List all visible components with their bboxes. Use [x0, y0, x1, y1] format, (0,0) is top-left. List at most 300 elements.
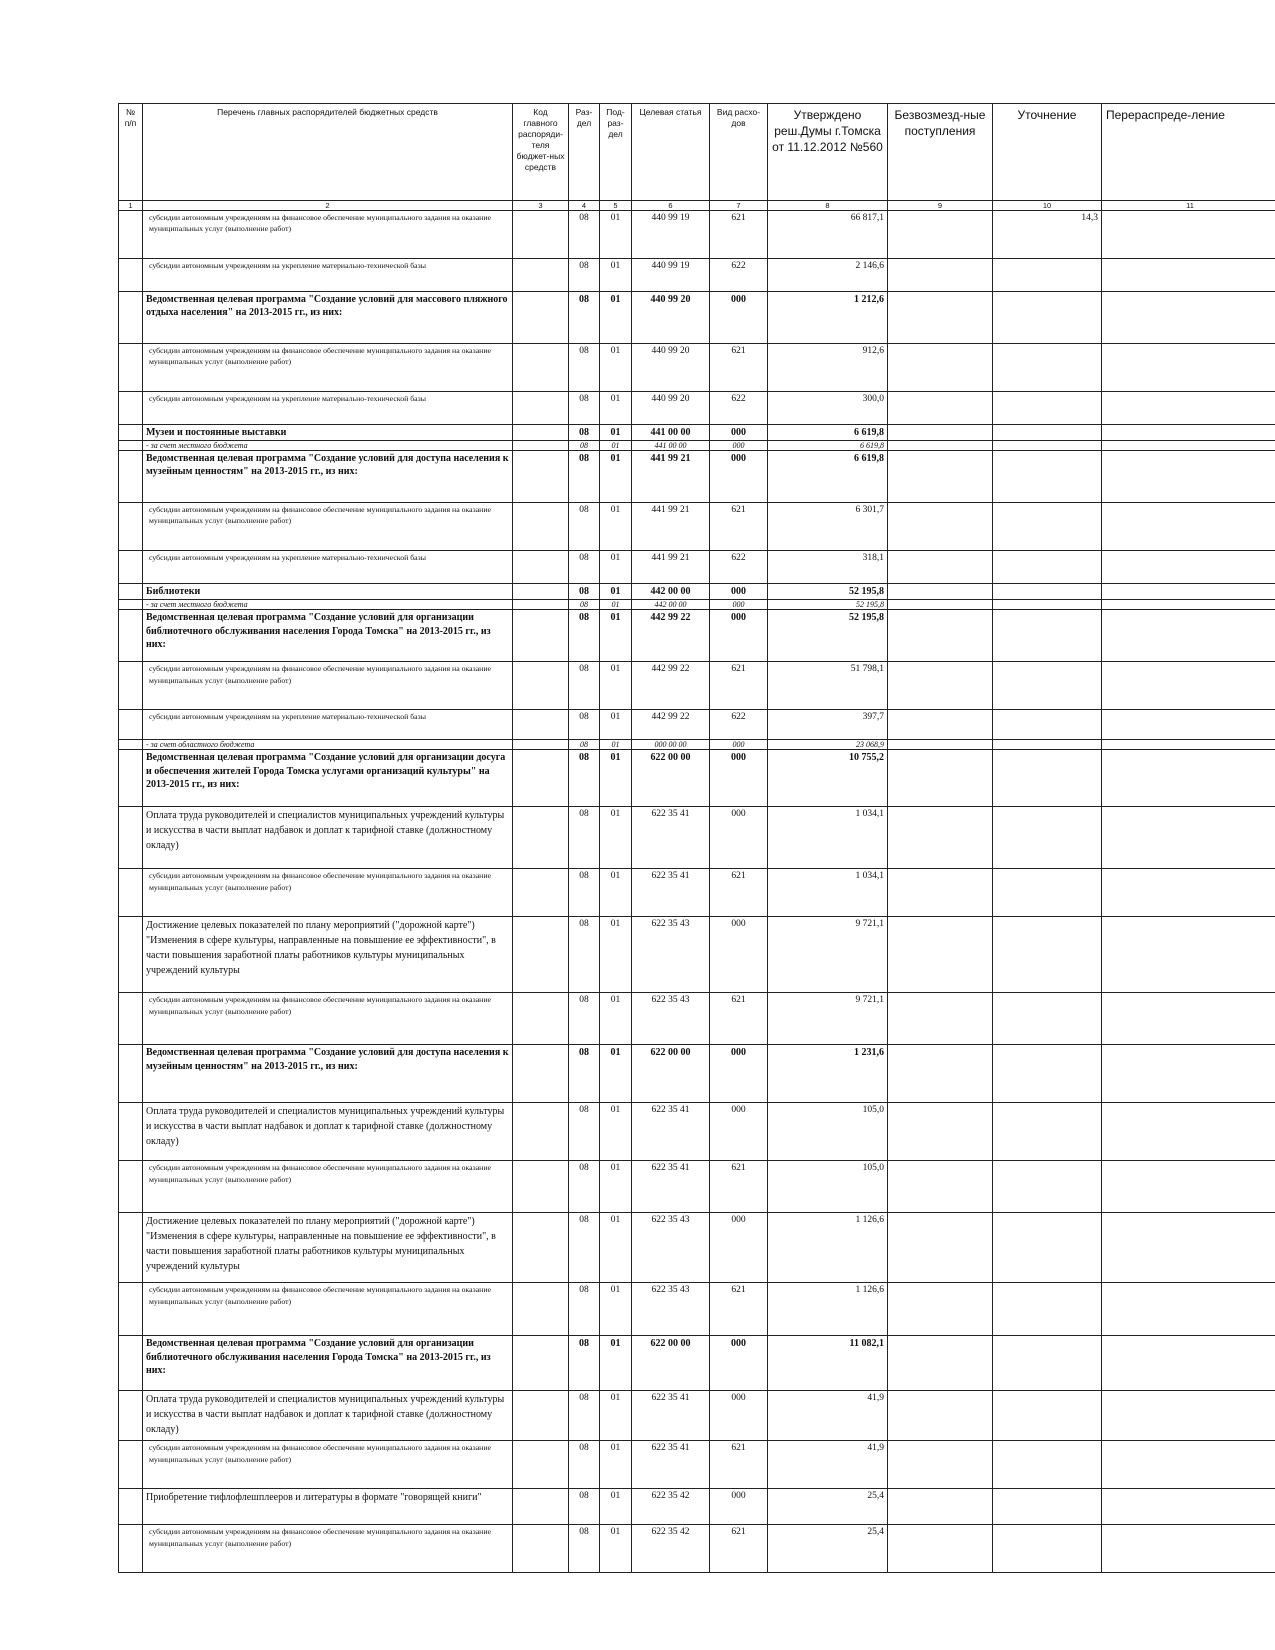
cell-clar: [993, 551, 1102, 584]
colnum-4: 4: [569, 201, 600, 211]
cell-redist: [1102, 441, 1275, 451]
cell-name: субсидии автономным учреждениям на финансовое обеспечение муниципального задания на оказание муниципальных услуг (выполнение работ): [143, 211, 513, 259]
cell-razdel: 08: [569, 710, 600, 740]
cell-clar: [993, 740, 1102, 750]
cell-vr: 000: [710, 1336, 768, 1391]
cell-razdel: 08: [569, 600, 600, 610]
cell-redist: [1102, 392, 1275, 425]
cell-razdel: 08: [569, 292, 600, 344]
cell-gratuitous: [888, 584, 993, 600]
cell-clar: [993, 610, 1102, 662]
cell-name: субсидии автономным учреждениям на укрепление материально-технической базы: [143, 710, 513, 740]
cell-cs: 442 99 22: [632, 662, 710, 710]
cell-num: [119, 740, 143, 750]
cell-clar: [993, 869, 1102, 917]
cell-clar: [993, 259, 1102, 292]
cell-cs: 441 99 21: [632, 451, 710, 503]
cell-num: [119, 211, 143, 259]
cell-name: Достижение целевых показателей по плану мероприятий ("дорожной карте") "Изменения в сфере культуры, направленные на повышение ее эффективности", в части повышения заработной платы работников культуры муниципальных учреждений культуры: [143, 1213, 513, 1283]
cell-vr: 000: [710, 610, 768, 662]
col-gratuitous-header: Безвозмезд-ные поступления: [888, 104, 993, 201]
cell-razdel: 08: [569, 740, 600, 750]
cell-name: Ведомственная целевая программа "Создание условий для организации досуга и обеспечения жителей Города Томска услугами организаций культуры" на 2013-2015 гг., из них:: [143, 750, 513, 807]
cell-podrazdel: 01: [600, 392, 632, 425]
cell-name: Ведомственная целевая программа "Создание условий для доступа населения к музейным ценностям" на 2013-2015 гг., из них:: [143, 1045, 513, 1103]
cell-cs: 622 35 43: [632, 1213, 710, 1283]
cell-cs: 000 00 00: [632, 740, 710, 750]
cell-code: [513, 584, 569, 600]
table-row: [119, 211, 1275, 259]
cell-redist: [1102, 662, 1275, 710]
cell-num: [119, 600, 143, 610]
cell-code: [513, 869, 569, 917]
colnum-5: 5: [600, 201, 632, 211]
cell-code: [513, 710, 569, 740]
cell-clar: [993, 993, 1102, 1045]
cell-code: [513, 750, 569, 807]
cell-name: субсидии автономным учреждениям на финансовое обеспечение муниципального задания на оказание муниципальных услуг (выполнение работ): [143, 1283, 513, 1336]
cell-redist: [1102, 993, 1275, 1045]
cell-code: [513, 344, 569, 392]
cell-clar: [993, 344, 1102, 392]
cell-razdel: 08: [569, 1489, 600, 1525]
cell-approved: 6 301,7: [768, 503, 888, 551]
cell-clar: [993, 1103, 1102, 1161]
table-row: [119, 1336, 1275, 1391]
cell-approved: 51 798,1: [768, 662, 888, 710]
cell-num: [119, 392, 143, 425]
cell-name: - за счет местного бюджета: [143, 600, 513, 610]
cell-num: [119, 610, 143, 662]
table-row: [119, 807, 1275, 869]
cell-num: [119, 344, 143, 392]
cell-redist: [1102, 292, 1275, 344]
cell-approved: 300,0: [768, 392, 888, 425]
cell-vr: 621: [710, 503, 768, 551]
col-code-header: Код главного распоряди-теля бюджет-ных средств: [513, 104, 569, 201]
cell-vr: 000: [710, 1489, 768, 1525]
budget-table-sheet: [118, 103, 1275, 1573]
cell-podrazdel: 01: [600, 503, 632, 551]
cell-razdel: 08: [569, 551, 600, 584]
cell-name: Ведомственная целевая программа "Создание условий для организации библиотечного обслуживания населения Города Томска" на 2013-2015 гг., из них:: [143, 610, 513, 662]
cell-approved: 1 126,6: [768, 1213, 888, 1283]
budget-table: [118, 103, 1275, 1573]
cell-code: [513, 425, 569, 441]
cell-cs: 442 99 22: [632, 710, 710, 740]
cell-clar: [993, 584, 1102, 600]
cell-approved: 9 721,1: [768, 917, 888, 993]
cell-vr: 000: [710, 441, 768, 451]
cell-gratuitous: [888, 710, 993, 740]
cell-gratuitous: [888, 1161, 993, 1213]
table-row: [119, 993, 1275, 1045]
cell-cs: 622 35 41: [632, 1391, 710, 1441]
cell-redist: [1102, 610, 1275, 662]
table-row: [119, 1213, 1275, 1283]
cell-clar: [993, 1441, 1102, 1489]
cell-code: [513, 211, 569, 259]
cell-razdel: 08: [569, 211, 600, 259]
cell-razdel: 08: [569, 1441, 600, 1489]
cell-gratuitous: [888, 1391, 993, 1441]
cell-gratuitous: [888, 662, 993, 710]
cell-razdel: 08: [569, 1525, 600, 1573]
cell-name: Ведомственная целевая программа "Создание условий для организации библиотечного обслуживания населения Города Томска" на 2013-2015 гг., из них:: [143, 1336, 513, 1391]
cell-cs: 622 35 43: [632, 1283, 710, 1336]
cell-cs: 622 35 43: [632, 917, 710, 993]
cell-num: [119, 869, 143, 917]
cell-gratuitous: [888, 869, 993, 917]
cell-vr: 000: [710, 917, 768, 993]
cell-approved: 52 195,8: [768, 610, 888, 662]
cell-podrazdel: 01: [600, 425, 632, 441]
col-clarification-header: Уточнение: [993, 104, 1102, 201]
cell-redist: [1102, 1336, 1275, 1391]
cell-razdel: 08: [569, 441, 600, 451]
cell-razdel: 08: [569, 344, 600, 392]
cell-redist: [1102, 344, 1275, 392]
cell-code: [513, 551, 569, 584]
cell-razdel: 08: [569, 993, 600, 1045]
cell-podrazdel: 01: [600, 1161, 632, 1213]
cell-vr: 000: [710, 600, 768, 610]
cell-approved: 1 126,6: [768, 1283, 888, 1336]
cell-vr: 622: [710, 259, 768, 292]
colnum-9: 9: [888, 201, 993, 211]
cell-code: [513, 1045, 569, 1103]
cell-clar: [993, 710, 1102, 740]
cell-cs: 440 99 19: [632, 259, 710, 292]
cell-redist: [1102, 211, 1275, 259]
table-row: [119, 710, 1275, 740]
cell-cs: 442 00 00: [632, 600, 710, 610]
cell-name: субсидии автономным учреждениям на укрепление материально-технической базы: [143, 392, 513, 425]
cell-cs: 622 35 42: [632, 1525, 710, 1573]
cell-vr: 621: [710, 869, 768, 917]
cell-clar: [993, 1489, 1102, 1525]
cell-redist: [1102, 584, 1275, 600]
cell-num: [119, 503, 143, 551]
cell-cs: 440 99 20: [632, 344, 710, 392]
cell-razdel: 08: [569, 1336, 600, 1391]
cell-approved: 1 034,1: [768, 869, 888, 917]
cell-redist: [1102, 1103, 1275, 1161]
cell-name: Оплата труда руководителей и специалистов муниципальных учреждений культуры и искусства в части выплат надбавок и доплат к тарифной ставке (должностному окладу): [143, 1391, 513, 1441]
cell-vr: 000: [710, 1103, 768, 1161]
cell-vr: 000: [710, 807, 768, 869]
cell-redist: [1102, 869, 1275, 917]
cell-clar: [993, 1391, 1102, 1441]
cell-cs: 442 99 22: [632, 610, 710, 662]
cell-vr: 621: [710, 993, 768, 1045]
table-row: [119, 344, 1275, 392]
cell-vr: 000: [710, 1391, 768, 1441]
cell-gratuitous: [888, 610, 993, 662]
cell-redist: [1102, 1213, 1275, 1283]
cell-redist: [1102, 503, 1275, 551]
cell-code: [513, 1213, 569, 1283]
cell-podrazdel: 01: [600, 292, 632, 344]
cell-num: [119, 425, 143, 441]
cell-redist: [1102, 1161, 1275, 1213]
cell-redist: [1102, 740, 1275, 750]
cell-redist: [1102, 425, 1275, 441]
table-row: [119, 441, 1275, 451]
cell-razdel: 08: [569, 917, 600, 993]
cell-clar: 14,3: [993, 211, 1102, 259]
cell-code: [513, 1283, 569, 1336]
cell-num: [119, 451, 143, 503]
cell-clar: [993, 451, 1102, 503]
cell-gratuitous: [888, 807, 993, 869]
cell-name: Оплата труда руководителей и специалистов муниципальных учреждений культуры и искусства в части выплат надбавок и доплат к тарифной ставке (должностному окладу): [143, 1103, 513, 1161]
cell-redist: [1102, 1391, 1275, 1441]
cell-code: [513, 451, 569, 503]
cell-num: [119, 750, 143, 807]
col-redistribution-header: Перераспреде-ление: [1102, 104, 1275, 201]
colnum-10: 10: [993, 201, 1102, 211]
cell-podrazdel: 01: [600, 1391, 632, 1441]
cell-code: [513, 1103, 569, 1161]
cell-podrazdel: 01: [600, 259, 632, 292]
table-row: [119, 917, 1275, 993]
cell-podrazdel: 01: [600, 1489, 632, 1525]
col-section-header: Раз-дел: [569, 104, 600, 201]
cell-redist: [1102, 1525, 1275, 1573]
cell-cs: 622 35 41: [632, 869, 710, 917]
cell-approved: 105,0: [768, 1103, 888, 1161]
cell-razdel: 08: [569, 451, 600, 503]
table-row: [119, 1161, 1275, 1213]
cell-vr: 621: [710, 1525, 768, 1573]
cell-cs: 622 35 41: [632, 807, 710, 869]
cell-num: [119, 993, 143, 1045]
cell-code: [513, 392, 569, 425]
cell-podrazdel: 01: [600, 710, 632, 740]
cell-gratuitous: [888, 1525, 993, 1573]
table-row: [119, 503, 1275, 551]
cell-num: [119, 917, 143, 993]
table-row: [119, 610, 1275, 662]
cell-cs: 622 00 00: [632, 1336, 710, 1391]
cell-razdel: 08: [569, 584, 600, 600]
cell-name: Ведомственная целевая программа "Создание условий для массового пляжного отдыха населения" на 2013-2015 гг., из них:: [143, 292, 513, 344]
cell-num: [119, 1045, 143, 1103]
cell-redist: [1102, 710, 1275, 740]
cell-vr: 621: [710, 344, 768, 392]
cell-name: Библиотеки: [143, 584, 513, 600]
cell-podrazdel: 01: [600, 750, 632, 807]
cell-razdel: 08: [569, 1045, 600, 1103]
cell-num: [119, 1283, 143, 1336]
cell-approved: 10 755,2: [768, 750, 888, 807]
colnum-6: 6: [632, 201, 710, 211]
cell-clar: [993, 441, 1102, 451]
cell-name: субсидии автономным учреждениям на финансовое обеспечение муниципального задания на оказание муниципальных услуг (выполнение работ): [143, 662, 513, 710]
table-row: [119, 584, 1275, 600]
table-row: [119, 750, 1275, 807]
cell-gratuitous: [888, 344, 993, 392]
cell-cs: 622 35 41: [632, 1103, 710, 1161]
cell-name: Ведомственная целевая программа "Создание условий для доступа населения к музейным ценностям" на 2013-2015 гг., из них:: [143, 451, 513, 503]
cell-approved: 1 231,6: [768, 1045, 888, 1103]
cell-razdel: 08: [569, 1283, 600, 1336]
colnum-7: 7: [710, 201, 768, 211]
cell-num: [119, 662, 143, 710]
cell-clar: [993, 917, 1102, 993]
cell-podrazdel: 01: [600, 211, 632, 259]
cell-name: субсидии автономным учреждениям на укрепление материально-технической базы: [143, 551, 513, 584]
cell-approved: 397,7: [768, 710, 888, 740]
cell-redist: [1102, 917, 1275, 993]
cell-redist: [1102, 1441, 1275, 1489]
cell-approved: 6 619,8: [768, 425, 888, 441]
cell-podrazdel: 01: [600, 1103, 632, 1161]
cell-clar: [993, 1213, 1102, 1283]
table-body: [119, 211, 1275, 1573]
cell-vr: 621: [710, 662, 768, 710]
cell-approved: 11 082,1: [768, 1336, 888, 1391]
cell-code: [513, 610, 569, 662]
col-exptype-header: Вид расхо-дов: [710, 104, 768, 201]
cell-cs: 622 35 43: [632, 993, 710, 1045]
cell-name: Оплата труда руководителей и специалистов муниципальных учреждений культуры и искусства в части выплат надбавок и доплат к тарифной ставке (должностному окладу): [143, 807, 513, 869]
cell-code: [513, 807, 569, 869]
colnum-11: 11: [1102, 201, 1275, 211]
table-row: [119, 292, 1275, 344]
cell-num: [119, 807, 143, 869]
cell-num: [119, 1441, 143, 1489]
cell-num: [119, 259, 143, 292]
cell-vr: 000: [710, 750, 768, 807]
cell-podrazdel: 01: [600, 662, 632, 710]
cell-approved: 1 034,1: [768, 807, 888, 869]
table-row: [119, 1283, 1275, 1336]
cell-vr: 000: [710, 584, 768, 600]
colnum-1: 1: [119, 201, 143, 211]
cell-gratuitous: [888, 425, 993, 441]
cell-num: [119, 584, 143, 600]
cell-gratuitous: [888, 1441, 993, 1489]
cell-podrazdel: 01: [600, 1441, 632, 1489]
cell-approved: 318,1: [768, 551, 888, 584]
cell-clar: [993, 425, 1102, 441]
cell-podrazdel: 01: [600, 740, 632, 750]
cell-cs: 440 99 19: [632, 211, 710, 259]
cell-clar: [993, 600, 1102, 610]
cell-vr: 621: [710, 211, 768, 259]
cell-name: субсидии автономным учреждениям на финансовое обеспечение муниципального задания на оказание муниципальных услуг (выполнение работ): [143, 344, 513, 392]
cell-gratuitous: [888, 392, 993, 425]
cell-redist: [1102, 1045, 1275, 1103]
cell-cs: 441 99 21: [632, 551, 710, 584]
cell-name: Приобретение тифлофлешплееров и литературы в формате "говорящей книги": [143, 1489, 513, 1525]
cell-cs: 441 00 00: [632, 441, 710, 451]
cell-vr: 000: [710, 1213, 768, 1283]
cell-podrazdel: 01: [600, 1525, 632, 1573]
cell-approved: 105,0: [768, 1161, 888, 1213]
table-row: [119, 259, 1275, 292]
cell-podrazdel: 01: [600, 1213, 632, 1283]
colnum-3: 3: [513, 201, 569, 211]
cell-code: [513, 259, 569, 292]
header-row: [119, 104, 1275, 201]
cell-razdel: 08: [569, 503, 600, 551]
cell-code: [513, 1525, 569, 1573]
cell-cs: 441 99 21: [632, 503, 710, 551]
cell-redist: [1102, 551, 1275, 584]
cell-cs: 622 35 41: [632, 1161, 710, 1213]
cell-podrazdel: 01: [600, 551, 632, 584]
cell-gratuitous: [888, 292, 993, 344]
cell-gratuitous: [888, 211, 993, 259]
cell-clar: [993, 750, 1102, 807]
cell-approved: 912,6: [768, 344, 888, 392]
table-row: [119, 1045, 1275, 1103]
cell-razdel: 08: [569, 1103, 600, 1161]
cell-clar: [993, 1161, 1102, 1213]
cell-code: [513, 600, 569, 610]
cell-name: Музеи и постоянные выставки: [143, 425, 513, 441]
cell-gratuitous: [888, 750, 993, 807]
cell-razdel: 08: [569, 1391, 600, 1441]
cell-podrazdel: 01: [600, 610, 632, 662]
cell-gratuitous: [888, 740, 993, 750]
cell-code: [513, 1441, 569, 1489]
cell-podrazdel: 01: [600, 1336, 632, 1391]
table-row: [119, 392, 1275, 425]
cell-gratuitous: [888, 1489, 993, 1525]
cell-redist: [1102, 750, 1275, 807]
cell-clar: [993, 1045, 1102, 1103]
table-row: [119, 869, 1275, 917]
cell-redist: [1102, 807, 1275, 869]
cell-podrazdel: 01: [600, 917, 632, 993]
cell-redist: [1102, 1489, 1275, 1525]
cell-num: [119, 551, 143, 584]
cell-gratuitous: [888, 503, 993, 551]
cell-gratuitous: [888, 1103, 993, 1161]
cell-name: субсидии автономным учреждениям на укрепление материально-технической базы: [143, 259, 513, 292]
cell-name: Достижение целевых показателей по плану мероприятий ("дорожной карте") "Изменения в сфере культуры, направленные на повышение ее эффективности", в части повышения заработной платы работников культуры муниципальных учреждений культуры: [143, 917, 513, 993]
cell-cs: 440 99 20: [632, 292, 710, 344]
cell-cs: 441 00 00: [632, 425, 710, 441]
cell-vr: 000: [710, 451, 768, 503]
cell-approved: 2 146,6: [768, 259, 888, 292]
cell-approved: 52 195,8: [768, 600, 888, 610]
cell-num: [119, 710, 143, 740]
cell-gratuitous: [888, 1045, 993, 1103]
cell-vr: 621: [710, 1161, 768, 1213]
cell-razdel: 08: [569, 610, 600, 662]
table-row: [119, 600, 1275, 610]
cell-cs: 622 00 00: [632, 1045, 710, 1103]
cell-vr: 622: [710, 392, 768, 425]
cell-code: [513, 441, 569, 451]
cell-approved: 52 195,8: [768, 584, 888, 600]
cell-name: - за счет местного бюджета: [143, 441, 513, 451]
cell-name: субсидии автономным учреждениям на финансовое обеспечение муниципального задания на оказание муниципальных услуг (выполнение работ): [143, 869, 513, 917]
cell-approved: 25,4: [768, 1489, 888, 1525]
cell-razdel: 08: [569, 392, 600, 425]
cell-num: [119, 441, 143, 451]
cell-approved: 41,9: [768, 1441, 888, 1489]
cell-podrazdel: 01: [600, 869, 632, 917]
column-number-row: [119, 201, 1275, 211]
cell-clar: [993, 292, 1102, 344]
cell-gratuitous: [888, 1283, 993, 1336]
